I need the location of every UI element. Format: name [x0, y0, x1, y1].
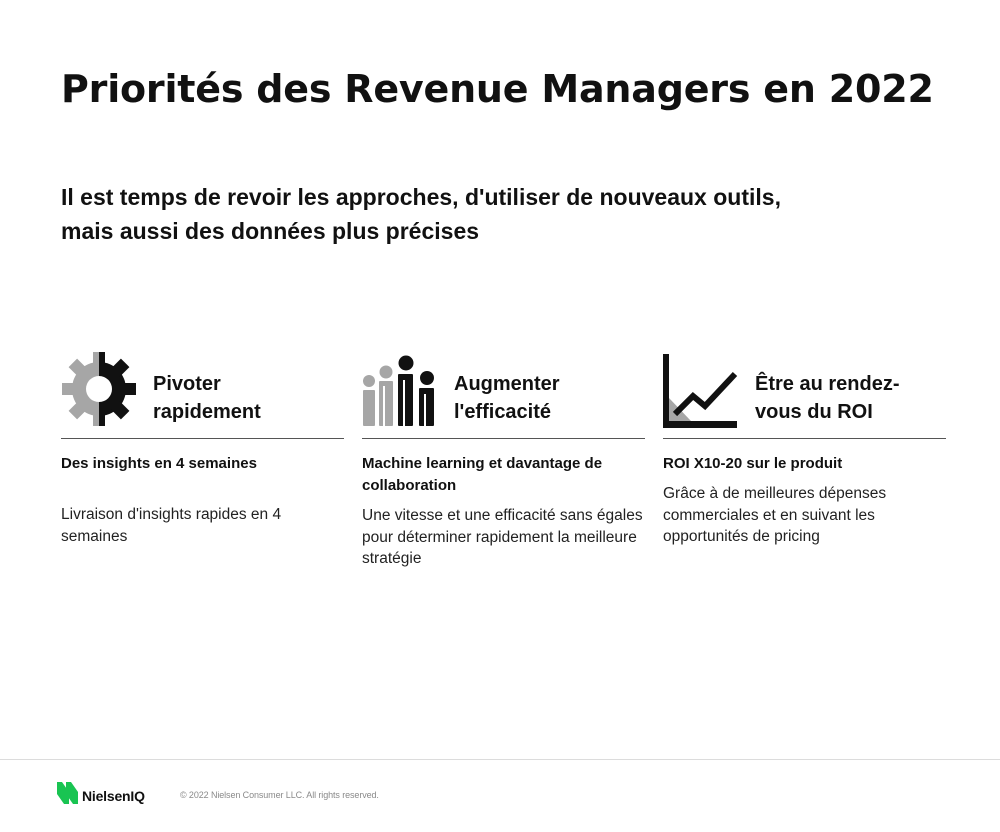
gear-icon [61, 350, 137, 428]
column-body: Grâce à de meilleures dépenses commerciales et en suivant les opportunités de pricing [663, 485, 887, 545]
column-header [663, 348, 946, 438]
priority-column-roi [663, 348, 946, 548]
column-subheading: ROI X10-20 sur le produit [663, 455, 843, 472]
logo-wordmark: NielsenIQ [82, 788, 145, 804]
footer-divider [0, 759, 1000, 760]
column-heading [755, 370, 955, 426]
subtitle-line-1: Il est temps de revoir les approches, d'utiliser de nouveaux outils, [61, 184, 781, 210]
nielseniq-mark-icon [57, 782, 79, 804]
column-heading-line: l'efficacité [454, 401, 552, 423]
column-heading-line: Augmenter [454, 373, 560, 395]
column-header [61, 348, 344, 438]
column-body: Livraison d'insights rapides en 4 semaines [61, 506, 282, 545]
column-subheading: Machine learning et davantage de collaboration [362, 455, 603, 494]
column-divider [362, 438, 645, 439]
column-heading-line: rapidement [153, 401, 261, 423]
column-divider [663, 438, 946, 439]
column-heading-line: Être au rendez- [755, 373, 900, 395]
column-divider [61, 438, 344, 439]
people-bars-icon [362, 350, 438, 428]
page-subtitle [61, 180, 881, 248]
column-heading-line: Pivoter [153, 373, 221, 395]
priority-column-pivoter [61, 348, 344, 547]
subtitle-line-2: mais aussi des données plus précises [61, 218, 480, 244]
line-chart-icon [663, 350, 739, 428]
copyright-notice: © 2022 Nielsen Consumer LLC. All rights reserved. [180, 790, 379, 800]
column-heading-line: vous du ROI [755, 401, 873, 423]
column-body: Une vitesse et une efficacité sans égales pour déterminer rapidement la meilleure stratégie [362, 507, 643, 567]
priority-column-efficacite [362, 348, 645, 570]
column-heading [454, 370, 654, 426]
nielseniq-logo [57, 780, 145, 806]
column-header [362, 348, 645, 438]
page-title: Priorités des Revenue Managers en 2022 [61, 67, 934, 111]
column-heading [153, 370, 353, 426]
column-subheading: Des insights en 4 semaines [61, 455, 257, 472]
